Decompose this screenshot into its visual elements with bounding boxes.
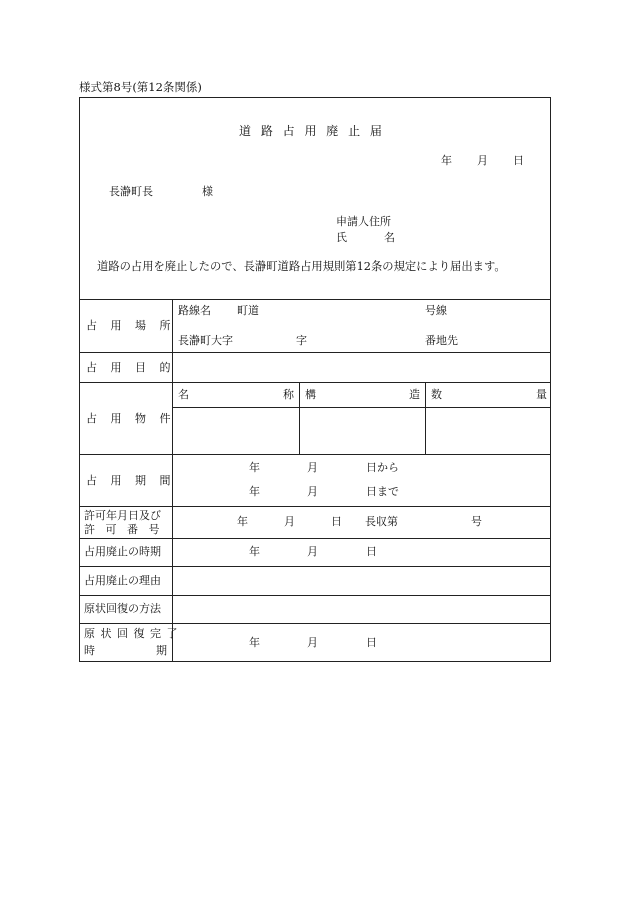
row-divider [79, 595, 551, 596]
period-to-day: 日まで [366, 485, 399, 498]
permit-year: 年 [237, 515, 248, 528]
reason-label: 占用廃止の理由 [84, 574, 161, 587]
objects-label: 占 用 物 件 [86, 412, 171, 425]
restore-done-label-2b: 期 [156, 644, 167, 657]
form-number-label: 様式第8号(第12条関係) [79, 80, 202, 94]
ooaza-label: 長瀞町大字 [178, 334, 233, 347]
permit-label-2: 許 可 番 号 [84, 523, 160, 536]
date-month: 月 [477, 154, 488, 167]
form-title: 道 路 占 用 廃 止 届 [239, 124, 382, 138]
date-year: 年 [441, 154, 452, 167]
applicant-name-label-1: 氏 [336, 231, 347, 244]
permit-day: 日 [331, 515, 342, 528]
addressee-name: 長瀞町長 [109, 185, 153, 198]
addressee-honorific: 様 [202, 185, 213, 198]
period-to-month: 月 [307, 485, 318, 498]
route-number-label: 号線 [425, 304, 447, 317]
location-label: 占 用 場 所 [86, 319, 171, 332]
row-divider [79, 566, 551, 567]
period-from-year: 年 [249, 461, 260, 474]
col-quantity-2: 量 [536, 388, 547, 401]
permit-suffix: 号 [471, 515, 482, 528]
period-from-day: 日から [366, 461, 399, 474]
row-divider [79, 538, 551, 539]
column-divider [172, 299, 173, 662]
period-from-month: 月 [307, 461, 318, 474]
period-to-year: 年 [249, 485, 260, 498]
column-divider [425, 382, 426, 454]
row-divider [79, 506, 551, 507]
end-time-day: 日 [366, 545, 377, 558]
applicant-address-label: 申請人住所 [336, 215, 391, 228]
applicant-name-label-2: 名 [384, 231, 395, 244]
permit-month: 月 [284, 515, 295, 528]
row-divider [79, 454, 551, 455]
col-name-1: 名 [178, 388, 189, 401]
permit-prefix: 長収第 [365, 515, 398, 528]
col-name-2: 称 [283, 388, 294, 401]
end-time-label: 占用廃止の時期 [84, 545, 161, 558]
col-quantity-1: 数 [431, 388, 442, 401]
col-structure-2: 造 [409, 388, 420, 401]
aza-label: 字 [296, 334, 307, 347]
row-divider [173, 407, 551, 408]
row-divider [79, 623, 551, 624]
restore-done-month: 月 [307, 636, 318, 649]
restore-done-label-2a: 時 [84, 644, 95, 657]
town-road-label: 町道 [237, 304, 259, 317]
col-structure-1: 構 [305, 388, 316, 401]
period-label: 占 用 期 間 [86, 474, 171, 487]
purpose-label: 占 用 目 的 [86, 361, 171, 374]
restore-done-label-1: 原 状 回 復 完 了 [84, 627, 178, 640]
row-divider [79, 352, 551, 353]
banchi-label: 番地先 [425, 334, 458, 347]
date-day: 日 [513, 154, 524, 167]
restore-done-day: 日 [366, 636, 377, 649]
end-time-month: 月 [307, 545, 318, 558]
column-divider [299, 382, 300, 454]
route-name-label: 路線名 [178, 304, 211, 317]
permit-label-1: 許可年月日及び [84, 509, 161, 522]
row-divider [79, 299, 551, 300]
restore-method-label: 原状回復の方法 [84, 602, 161, 615]
row-divider [79, 382, 551, 383]
restore-done-year: 年 [249, 636, 260, 649]
end-time-year: 年 [249, 545, 260, 558]
statement-text: 道路の占用を廃止したので、長瀞町道路占用規則第12条の規定により届出ます。 [97, 260, 506, 273]
